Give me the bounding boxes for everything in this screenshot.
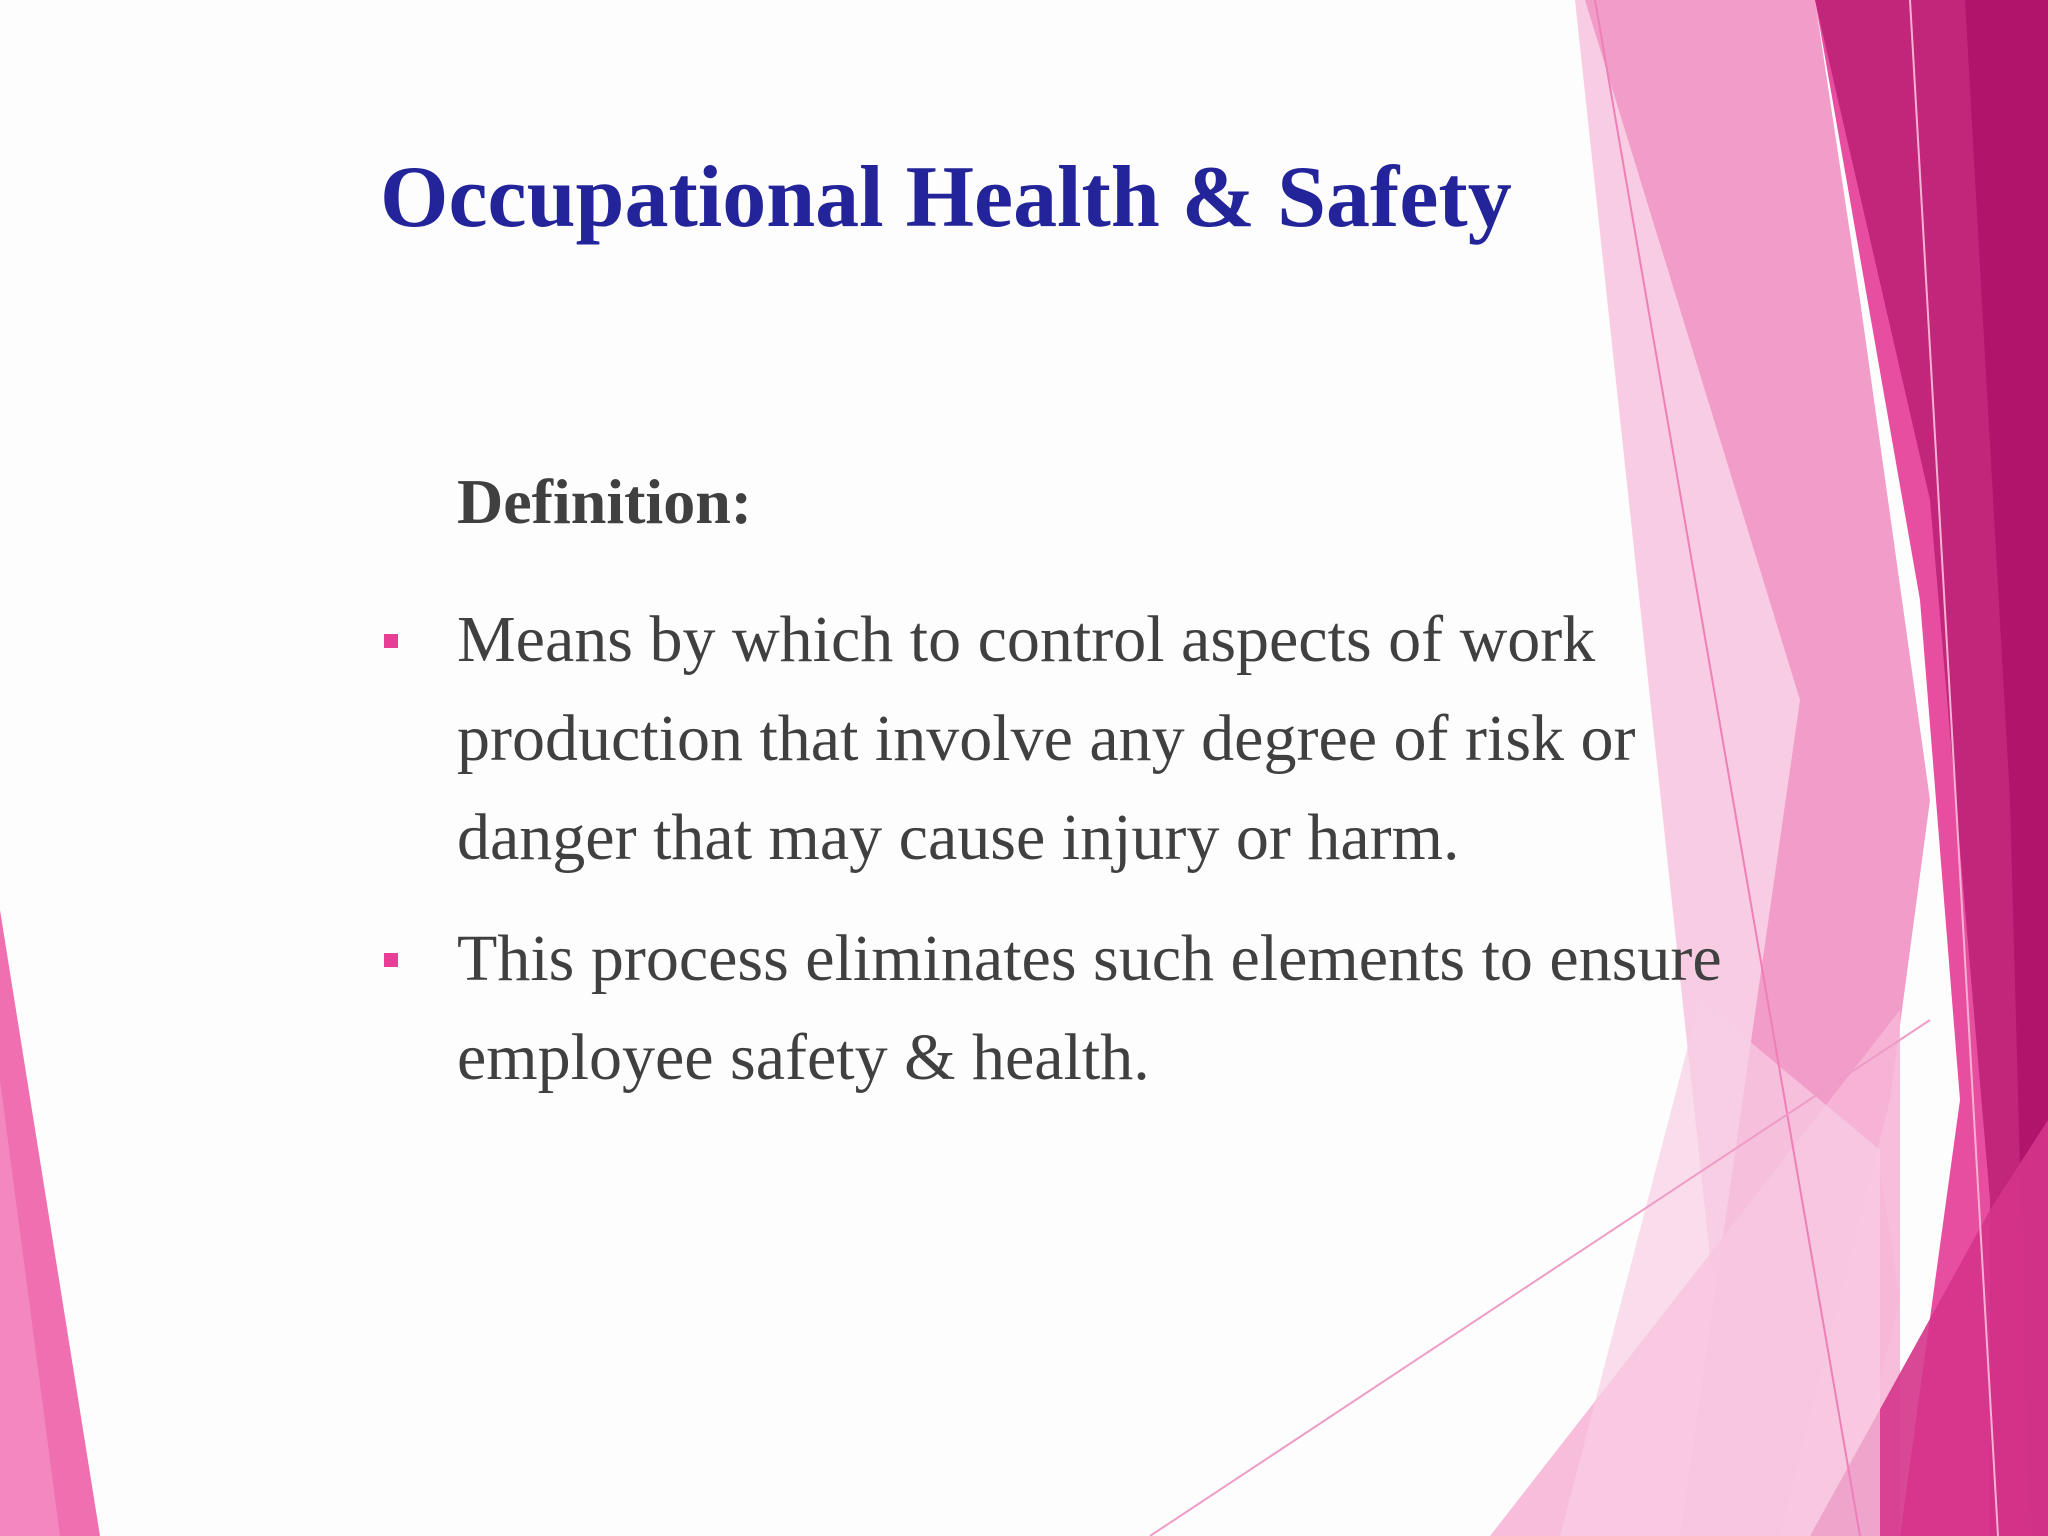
slide-title: Occupational Health & Safety — [380, 149, 1512, 246]
bullet-text: This process eliminates such elements to ensure employee safety & health. — [457, 922, 1722, 1094]
bullet-text: Means by which to control aspects of work production that involve any degree of risk or danger that may cause injury or harm. — [457, 603, 1636, 874]
bullet-item — [380, 909, 1820, 1107]
square-bullet-icon — [384, 634, 398, 648]
bullet-list — [380, 590, 1820, 1129]
square-bullet-icon — [384, 953, 398, 967]
bullet-item — [380, 590, 1820, 887]
definition-heading: Definition: — [457, 466, 753, 537]
